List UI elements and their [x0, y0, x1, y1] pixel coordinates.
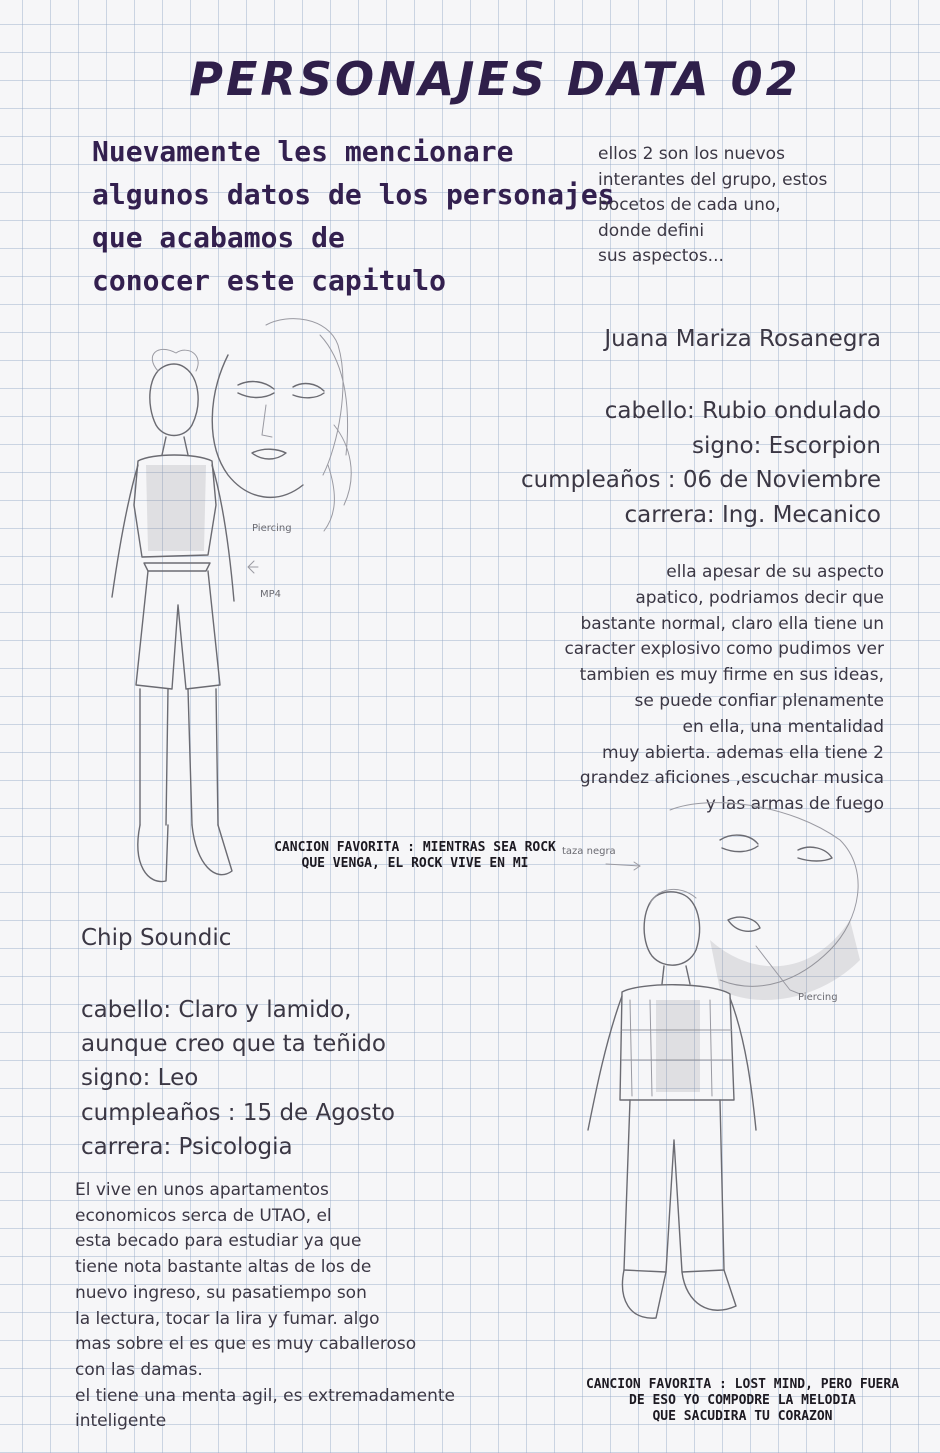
chip-description	[75, 1178, 455, 1435]
chip-name: Chip Soundic	[81, 925, 232, 951]
juana-description-line: se puede confiar plenamente	[634, 690, 884, 711]
sketch-label-mp4: MP4	[260, 589, 282, 600]
side-note-line: ellos 2 son los nuevos	[598, 144, 785, 164]
sketch-label-piercing: Piercing	[252, 523, 292, 534]
chip-sketch	[560, 800, 890, 1372]
chip-description-line: nuevo ingreso, su pasatiempo son	[75, 1282, 367, 1303]
side-note-line: interantes del grupo, estos	[598, 169, 828, 190]
juana-description-line: bastante normal, claro ella tiene un	[580, 613, 884, 634]
side-note	[598, 142, 827, 270]
juana-description-line: tambien es muy firme en sus ideas,	[579, 665, 884, 686]
juana-description-line: caracter explosivo como pudimos ver	[564, 639, 884, 660]
chip-face-sketch	[562, 803, 860, 1003]
side-note-line: bocetos de cada uno,	[598, 195, 781, 215]
chip-sign: signo: Leo	[81, 1065, 199, 1092]
chip-description-line: con las damas.	[75, 1359, 203, 1380]
juana-sign: signo: Escorpion	[691, 432, 881, 459]
juana-description-line: en ella, una mentalidad	[682, 716, 884, 737]
side-note-line: sus aspectos...	[598, 246, 724, 266]
intro-line: conocer este capitulo	[92, 264, 447, 297]
juana-description-line: y las armas de fuego	[705, 794, 884, 815]
chip-description-line: esta becado para estudiar ya que	[75, 1231, 362, 1252]
intro-line: algunos datos de los personajes	[92, 178, 615, 211]
side-note-line: donde defini	[598, 220, 705, 241]
chip-data	[81, 993, 395, 1164]
chip-sketch-label-taza: taza negra	[562, 846, 616, 857]
juana-song-line: QUE VENGA, EL ROCK VIVE EN MI	[301, 856, 529, 871]
chip-description-line: inteligente	[75, 1411, 167, 1432]
juana-hair: cabello: Rubio ondulado	[604, 398, 881, 424]
juana-career: carrera: Ing. Mecanico	[624, 501, 881, 528]
intro-line: Nuevamente les mencionare	[92, 135, 514, 168]
intro-line: que acabamos de	[92, 221, 345, 254]
chip-song-line: QUE SACUDIRA TU CORAZON	[652, 1409, 833, 1424]
juana-sketch	[88, 305, 388, 915]
juana-description-line: ella apesar de su aspecto	[666, 562, 884, 582]
juana-description-line: grandez aficiones ,escuchar musica	[579, 768, 884, 789]
page-title: PERSONAJES DATA 02	[189, 52, 801, 106]
chip-description-line: el tiene una menta agil, es extremadamente	[75, 1385, 455, 1406]
chip-song-line: DE ESO YO COMPODRE LA MELODIA	[629, 1393, 856, 1408]
chip-sketch-label-piercing: Piercing	[798, 992, 838, 1003]
juana-description-line: muy abierta. ademas ella tiene 2	[601, 742, 884, 763]
chip-birthday: cumpleaños : 15 de Agosto	[81, 1099, 395, 1126]
juana-song-line: CANCION FAVORITA : MIENTRAS SEA ROCK	[274, 840, 556, 855]
chip-hair: cabello: Claro y lamido,	[81, 997, 352, 1023]
juana-description-line: apatico, podriamos decir que	[635, 587, 884, 608]
juana-data	[521, 394, 881, 532]
chip-description-line: tiene nota bastante altas de los de	[75, 1257, 372, 1278]
chip-song-line: CANCION FAVORITA : LOST MIND, PERO FUERA	[585, 1377, 900, 1392]
juana-name: Juana Mariza Rosanegra	[604, 326, 881, 352]
intro-text	[92, 130, 615, 302]
chip-career: carrera: Psicologia	[81, 1133, 293, 1160]
juana-birthday: cumpleaños : 06 de Noviembre	[520, 467, 881, 493]
chip-description-line: economicos serca de UTAO, el	[75, 1205, 332, 1226]
juana-body-sketch	[112, 349, 281, 881]
chip-body-sketch	[588, 889, 756, 1318]
chip-description-line: mas sobre el es que es muy caballeroso	[75, 1334, 417, 1355]
juana-face-sketch	[212, 319, 351, 534]
chip-description-line: El vive en unos apartamentos	[75, 1180, 329, 1200]
chip-hair-note: aunque creo que ta teñido	[81, 1031, 386, 1058]
juana-description	[564, 560, 884, 818]
juana-favorite-song	[260, 840, 570, 872]
chip-description-line: la lectura, tocar la lira y fumar. algo	[75, 1308, 380, 1329]
chip-favorite-song	[560, 1377, 925, 1425]
